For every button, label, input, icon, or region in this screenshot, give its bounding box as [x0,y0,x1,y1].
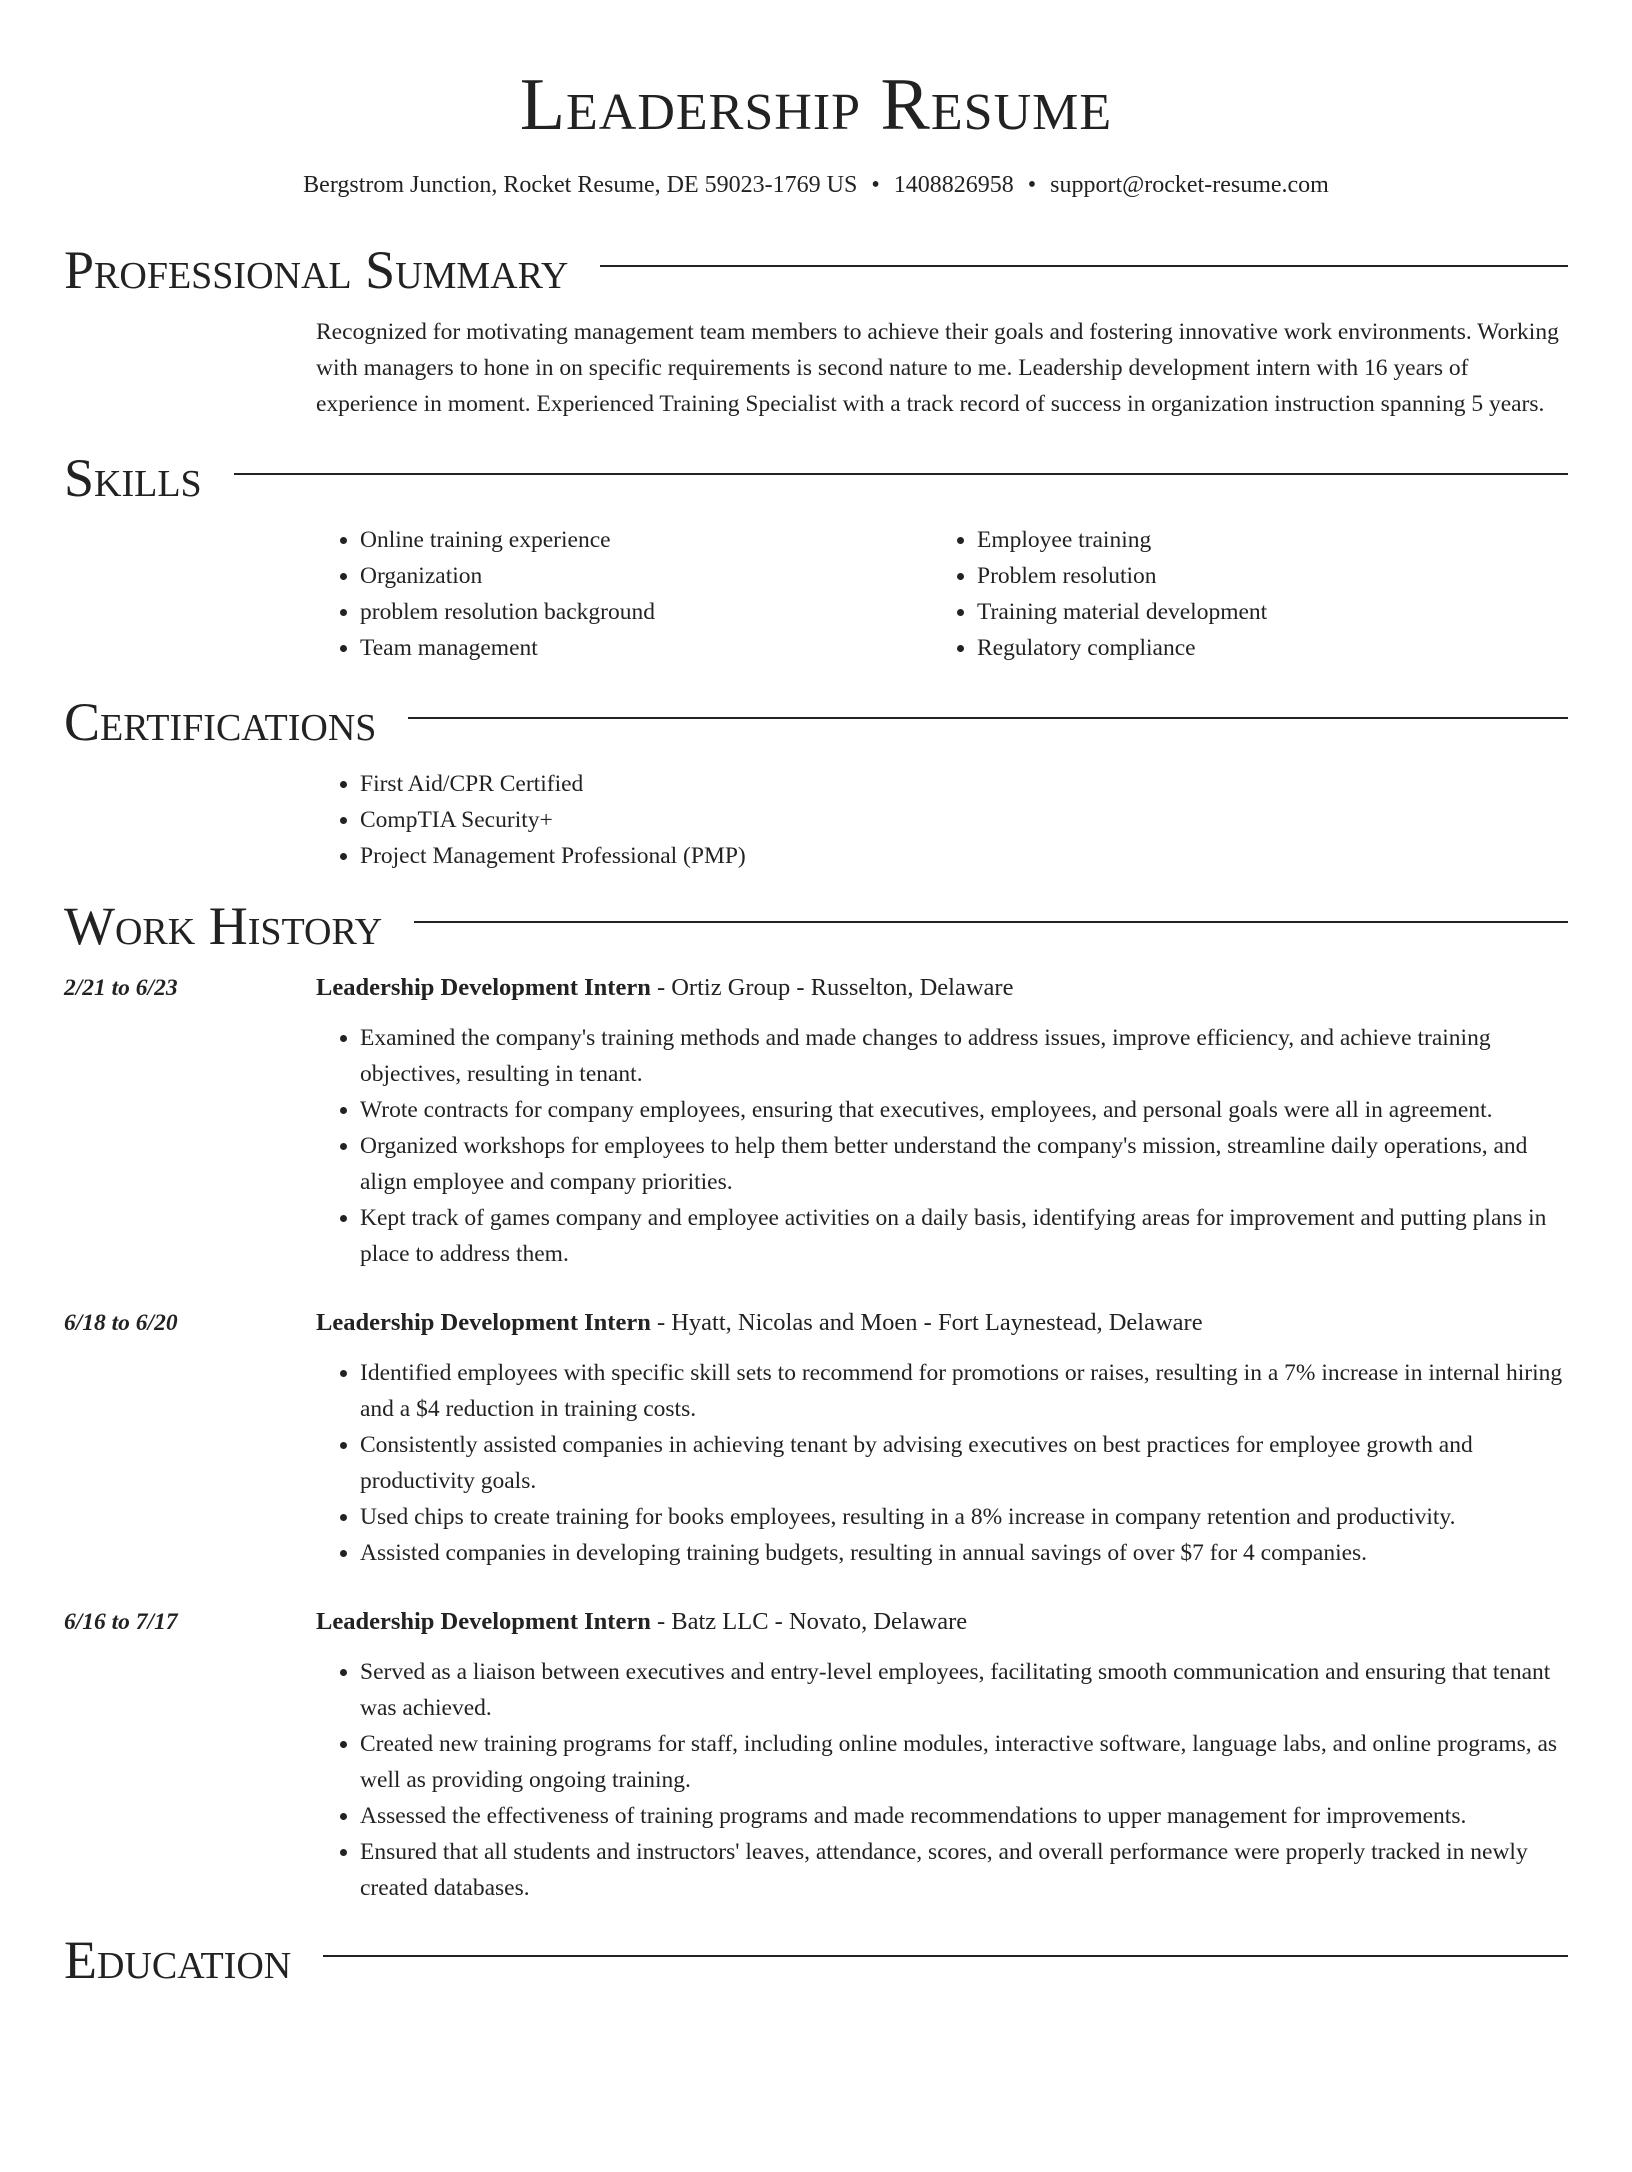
certifications-list [316,766,1568,874]
education-section-title: Education [64,1930,292,1990]
certification-item: • CompTIA Security+ [360,802,1568,838]
contact-separator: • [1027,172,1037,198]
skills-list-right [933,522,1550,666]
contact-phone: 1408826958 [893,172,1014,198]
skill-item: • Training material development [977,594,1550,630]
section-divider [323,1955,1568,1957]
skill-item: • Employee training [977,522,1550,558]
skills-grid [316,522,1568,666]
skill-item: • Team management [360,630,933,666]
job-title-line [316,970,1568,1006]
skills-section-title: Skills [64,448,202,508]
job-bullets [316,1020,1568,1272]
summary-section-header [64,240,1568,300]
job-bullet: • Organized workshops for employees to help them better understand the company's mission, streamline daily operations, and align employee and company priorities. [360,1128,1568,1200]
certification-item: • Project Management Professional (PMP) [360,838,1568,874]
work-section-header [64,896,1568,956]
job-dates: 6/18 to 6/20 [64,1310,178,1336]
job-bullet: • Used chips to create training for books employees, resulting in a 8% increase in company retention and productivity. [360,1499,1568,1535]
job-bullet: • Kept track of games company and employee activities on a daily basis, identifying areas for improvement and putting plans in place to address them. [360,1200,1568,1272]
job-dates: 2/21 to 6/23 [64,975,178,1001]
job-title-line [316,1604,1568,1640]
job-bullet: • Examined the company's training methods and made changes to address issues, improve efficiency, and achieve training objectives, resulting in tenant. [360,1020,1568,1092]
certifications-section-title: Certifications [64,692,377,752]
job-title: Leadership Development Intern [316,974,651,1001]
job-bullet: • Assessed the effectiveness of training programs and made recommendations to upper management for improvements. [360,1798,1568,1834]
contact-address: Bergstrom Junction, Rocket Resume, DE 59023-1769 US [303,172,858,198]
job-title-line [316,1305,1568,1341]
resume-name: Leadership Resume [519,64,1113,146]
section-divider [414,921,1568,923]
skills-list-left [316,522,933,666]
summary-section-title: Professional Summary [64,240,569,300]
job-bullets [316,1654,1568,1906]
education-section-header [64,1930,1568,1990]
section-divider [234,473,1568,475]
section-divider [600,265,1568,267]
job-main [316,1305,1568,1571]
job-entry [64,1305,1568,1571]
skill-item: • problem resolution background [360,594,933,630]
job-title: Leadership Development Intern [316,1309,651,1336]
certification-item: • First Aid/CPR Certified [360,766,1568,802]
skill-item: • Problem resolution [977,558,1550,594]
skill-item: • Organization [360,558,933,594]
skills-body [316,522,1568,666]
job-bullet: • Identified employees with specific skill sets to recommend for promotions or raises, resulting in a 7% increase in internal hiring and a $4 reduction in training costs. [360,1355,1568,1427]
contact-line [64,168,1568,202]
section-divider [408,717,1568,719]
certifications-section-header [64,692,1568,752]
job-bullets [316,1355,1568,1571]
contact-email: support@rocket-resume.com [1050,172,1329,198]
job-bullet: • Created new training programs for staff, including online modules, interactive software, language labs, and online programs, as well as providing ongoing training. [360,1726,1568,1798]
job-details: - Ortiz Group - Russelton, Delaware [650,974,1014,1001]
job-main [316,1604,1568,1906]
resume-page [0,60,1632,2172]
skills-section-header [64,448,1568,508]
job-dates: 6/16 to 7/17 [64,1609,178,1635]
job-bullet: • Wrote contracts for company employees, ensuring that executives, employees, and personal goals were all in agreement. [360,1092,1568,1128]
job-bullet: • Assisted companies in developing training budgets, resulting in annual savings of over $7 for 4 companies. [360,1535,1568,1571]
certifications-body [316,766,1568,874]
job-title: Leadership Development Intern [316,1608,651,1635]
work-section-title: Work History [64,896,383,956]
job-bullet: • Served as a liaison between executives and entry-level employees, facilitating smooth communication and ensuring that tenant was achieved. [360,1654,1568,1726]
contact-separator: • [871,172,880,198]
job-details: - Batz LLC - Novato, Delaware [650,1608,968,1635]
job-main [316,970,1568,1272]
job-entry [64,970,1568,1272]
skill-item: • Regulatory compliance [977,630,1550,666]
summary-body [316,314,1568,422]
job-bullet: • Ensured that all students and instructors' leaves, attendance, scores, and overall performance were properly tracked in newly created databases. [360,1834,1568,1906]
job-details: - Hyatt, Nicolas and Moen - Fort Laynestead, Delaware [650,1309,1203,1336]
summary-text: Recognized for motivating management team members to achieve their goals and fostering innovative work environments. Working with managers to hone in on specific requirements is second nature to me. Leadership development intern with 16 years of experience in moment. Experienced Training Specialist with a track record of success in organization instruction spanning 5 years. [316,319,1559,417]
job-entry [64,1604,1568,1906]
skill-item: • Online training experience [360,522,933,558]
job-bullet: • Consistently assisted companies in achieving tenant by advising executives on best practices for employee growth and productivity goals. [360,1427,1568,1499]
